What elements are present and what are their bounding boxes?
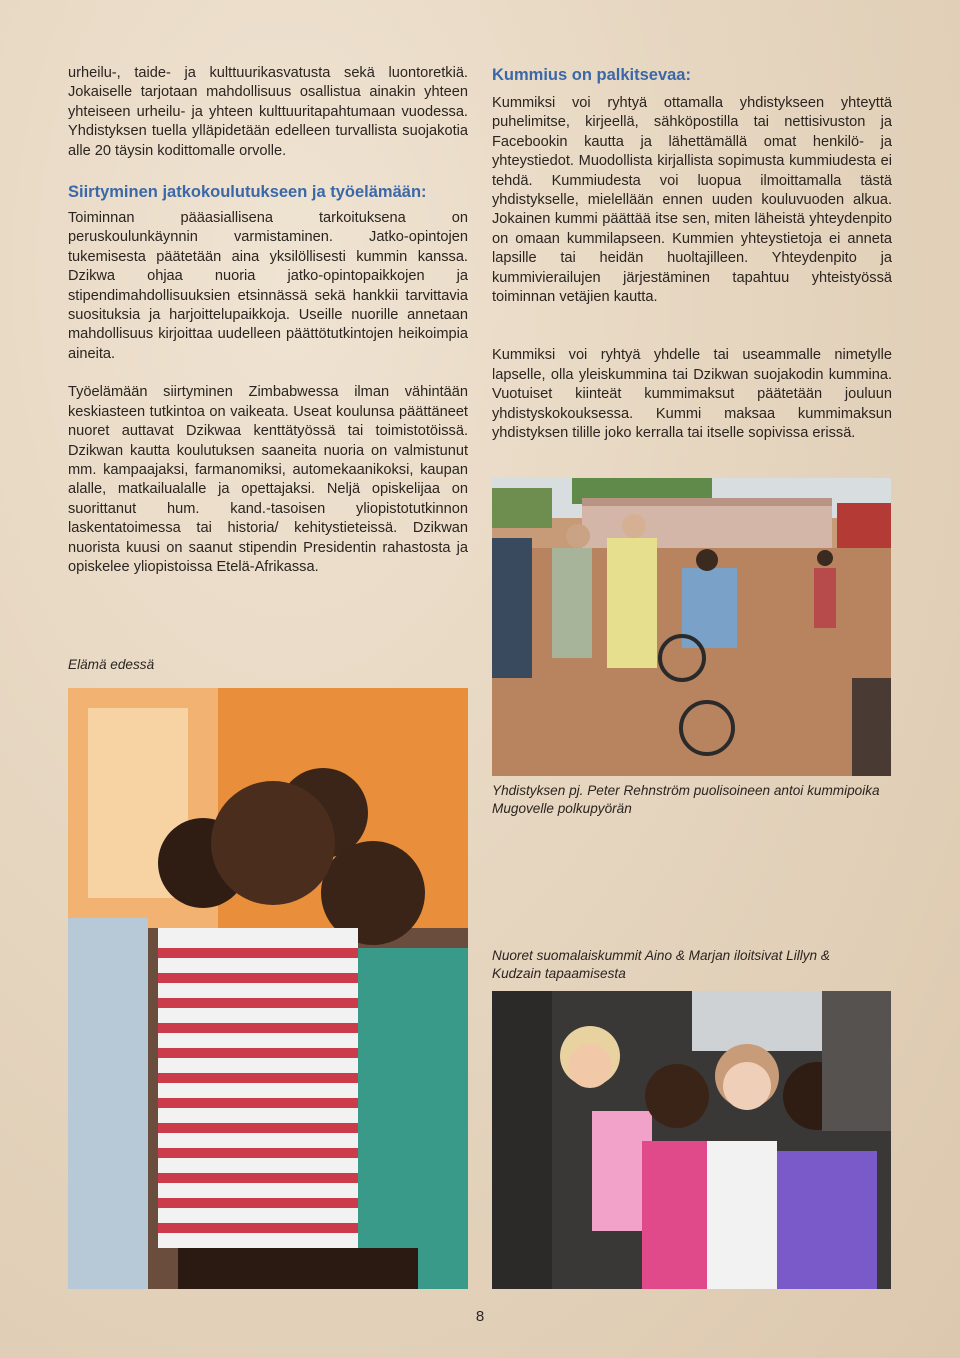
employment-paragraph: Työelämään siirtyminen Zimbabwessa ilman vähintään keskiasteen tutkintoa on vaikeata. Useat koulunsa päättäneet nuoret auttavat Dzikwaa kenttätyössä tai toimistotöissä. Dzikwan kautta koulutuksen saaneita nuoria on valmistunut mm. kampaajaksi, farmanomiksi, automekaanikoksi, kaupan alalle, matkailualalle ja opettajaksi. Neljä opiskelijaa on suorittanut hum. kand.-tasoisen yliopistotutkinnon laskentatoimessa tai historia/ kehitystieteissä. Dzikwan nuorista kuusi on saanut stipendin Presidentin rahastosta ja opiskelee yliopistoissa Etelä-Afrikassa. <box>68 384 468 575</box>
caption-bicycle: Yhdistyksen pj. Peter Rehnström puolisoineen antoi kummipoika Mugovelle polkupyörän <box>492 783 880 816</box>
photo-bicycle <box>492 478 891 776</box>
education-paragraph: Toiminnan pääasiallisena tarkoituksena on peruskoulunkäynnin varmistaminen. Jatko-opintojen tukemisesta päätetään aina yksilöllisesti kummin kanssa. Dzikwa ohjaa nuoria jatko-opintopaikkojen ja stipendimahdollisuuksien etsinnässä sekä hankkii tarvittavia suosituksia ja harjoittelupaikkoja. Useille nuorille annetaan mahdollisuus kirjoittaa uudelleen päättötutkintojen heikoimpia aineita. <box>68 210 468 362</box>
section-heading-sponsorship: Kummius on palkitsevaa: <box>492 66 691 84</box>
photo-life-ahead <box>68 688 468 1289</box>
left-column <box>68 64 468 577</box>
section-heading-education: Siirtyminen jatkokoulutukseen ja työelämään: <box>68 183 427 202</box>
caption-young-sponsors: Nuoret suomalaiskummit Aino & Marjan iloitsivat Lillyn & Kudzain tapaamisesta <box>492 948 830 981</box>
sponsorship-paragraph-2: Kummiksi voi ryhtyä yhdelle tai useammalle nimetylle lapselle, olla yleiskummina tai Dzikwan suojakodin kummina. Vuotuiset kiinteät kummimaksut päätetään jouluun yhdistyskokouksessa. Kummi maksaa kummimaksun yhdistyksen tilille joko kerralla tai itselle sopivissa erissä. <box>492 347 892 442</box>
photo-young-sponsors <box>492 991 891 1289</box>
sponsorship-paragraph-1: Kummiksi voi ryhtyä ottamalla yhdistykseen yhteyttä puhelimitse, kirjeellä, sähköpostilla tai nettisivuston ja Facebookin kautta ja lähettämällä omat henkilö- ja yhteystiedot. Muodollista kirjallista sopimusta kummiudesta ei tehdä. Kummiudesta voi luopua ilmoittamalla tästä yhdistykselle, mielellään ennen uuden kouluvuoden alkua. Jokainen kummi päättää itse sen, miten läheistä yhteydenpito on omaan kummilapseen. Kummien yhteystietoja ei anneta lapsille tai heidän huoltajilleen. Yhteydenpito ja kummivierailujen järjestäminen tapahtuu yhteistyössä toiminnan vetäjien kautta. <box>492 95 892 306</box>
page-number: 8 <box>475 1308 485 1325</box>
right-column <box>492 64 892 444</box>
caption-life-ahead: Elämä edessä <box>68 657 155 672</box>
intro-paragraph: urheilu-, taide- ja kulttuurikasvatusta sekä luontoretkiä. Jokaiselle tarjotaan mahdollisuus osallistua ainakin yhteen yhteiseen urheilu- ja yhteen kulttuuritapahtumaan vuodessa. Yhdistyksen tuella ylläpidetään edelleen turvallista suojakotia alle 20 täysin kodittomalle orvolle. <box>68 65 468 159</box>
